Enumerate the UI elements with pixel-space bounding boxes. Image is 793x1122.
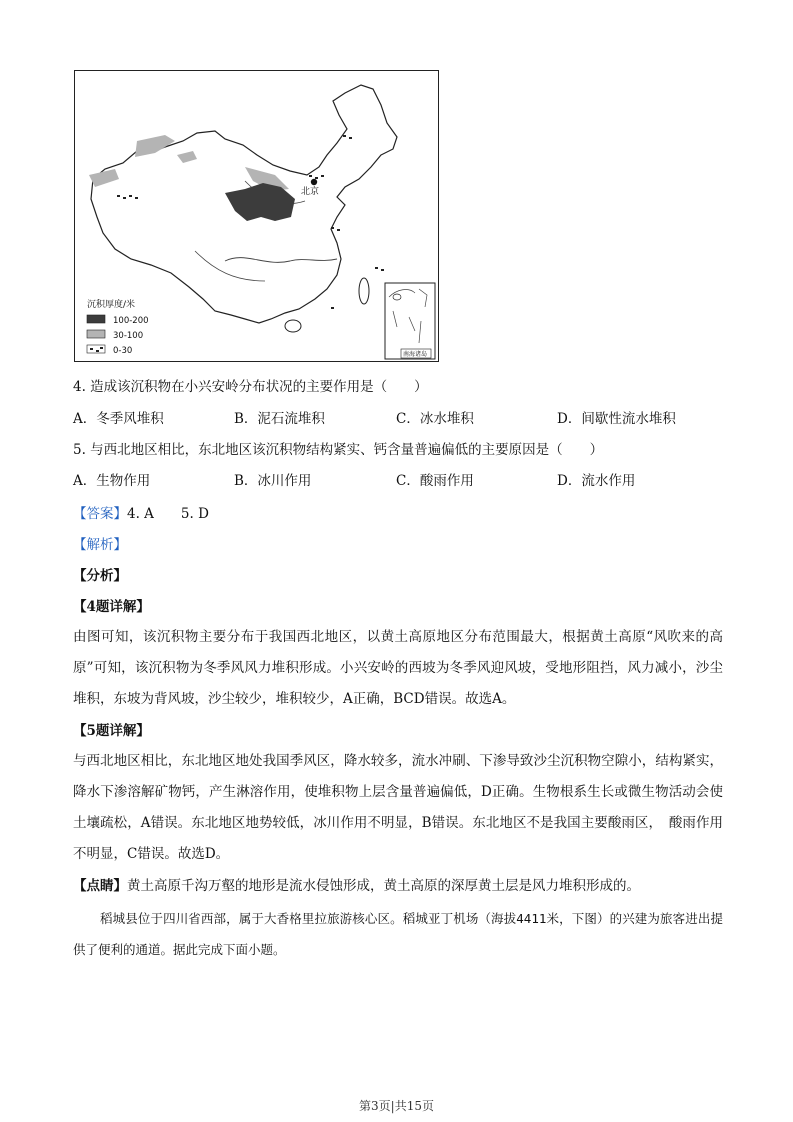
hainan-island xyxy=(285,320,301,332)
legend-title: 沉积厚度/米 xyxy=(87,300,136,310)
page-footer: 第3页|共15页 xyxy=(359,1099,434,1113)
q4-option-c: C．冰水堆积 xyxy=(396,411,474,427)
beijing-marker xyxy=(311,179,317,185)
legend-swatch-30-100 xyxy=(87,330,105,338)
q4-detail-text: 由图可知，该沉积物主要分布于我国西北地区，以黄土高原地区分布范围最大，根据黄土高原“风吹来的高原”可知，该沉积物为冬季风风力堆积形成。小兴安岭的西坡为冬季风迎风坡，受地形阻挡，风力减小，沙尘堆积，东坡为背风坡，沙尘较少，堆积较少，A正确，BCD错误。故选A。 xyxy=(73,629,723,707)
q5-detail-text: 与西北地区相比，东北地区地处我国季风区，降水较多，流水冲刷、下渗导致沙尘沉积物空隙小，结构紧实，降水下渗溶解矿物钙，产生淋溶作用，使堆积物上层含量普遍偏低，D正确。生物根系生长或微生物活动会使土壤疏松，A错误。东北地区地势较低，冰川作用不明显，B错误。东北地区不是我国主要酸雨区， 酸雨作用不明显，C错误。故选D。 xyxy=(73,753,723,862)
q5-option-d: D．流水作用 xyxy=(557,473,636,489)
q4-option-b: B．泥石流堆积 xyxy=(234,411,325,427)
tip-line xyxy=(73,876,640,896)
analysis-label: 【解析】 xyxy=(73,537,127,553)
deposit-30-100-north xyxy=(177,151,197,163)
legend-swatch-100-200 xyxy=(87,315,105,323)
fenxi-label: 【分析】 xyxy=(73,568,127,584)
inset-label: 南海诸岛 xyxy=(403,351,428,358)
q4-detail-label: 【4题详解】 xyxy=(73,599,150,615)
answer-label: 【答案】 xyxy=(73,506,127,522)
question-5-stem: 5. 与西北地区相比，东北地区该沉积物结构紧实、钙含量普遍偏低的主要原因是（ ） xyxy=(73,442,604,458)
sediment-thickness-map xyxy=(74,70,439,362)
q4-option-a: A．冬季风堆积 xyxy=(73,411,164,427)
tip-label: 【点睛】 xyxy=(73,878,127,894)
tip-text: 黄土高原千沟万壑的地形是流水侵蚀形成，黄土高原的深厚黄土层是风力堆积形成的。 xyxy=(127,878,640,894)
question-4-stem: 4. 造成该沉积物在小兴安岭分布状况的主要作用是（ ） xyxy=(73,379,428,395)
china-map-graphic xyxy=(75,71,437,360)
taiwan-island xyxy=(359,278,369,304)
q5-option-c: C．酸雨作用 xyxy=(396,473,474,489)
answer-value: 4. A 5. D xyxy=(127,506,209,522)
beijing-label: 北京 xyxy=(301,187,320,197)
q4-option-d: D．间歇性流水堆积 xyxy=(557,411,676,427)
q5-option-a: A．生物作用 xyxy=(73,473,151,489)
legend-label-100-200: 100-200 xyxy=(113,316,149,326)
deposit-0-30-marks xyxy=(117,135,384,309)
legend-label-0-30: 0-30 xyxy=(113,346,133,356)
legend-label-30-100: 30-100 xyxy=(113,331,144,341)
deposit-30-100-west xyxy=(89,169,119,187)
answer-line xyxy=(73,504,209,524)
q5-detail-label: 【5题详解】 xyxy=(73,723,150,739)
next-question-intro: 稻城县位于四川省西部，属于大香格里拉旅游核心区。稻城亚丁机场（海拔4411米，下图）的兴建为旅客进出提供了便利的通道。据此完成下面小题。 xyxy=(73,911,723,957)
q5-option-b: B．冰川作用 xyxy=(234,473,312,489)
